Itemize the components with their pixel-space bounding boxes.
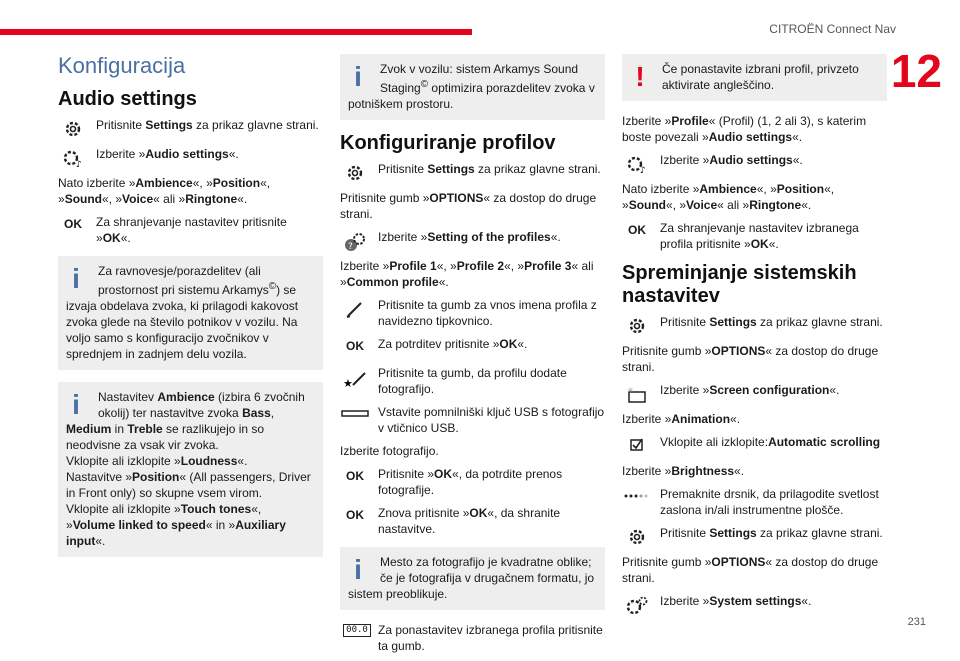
gear-music-icon bbox=[60, 148, 86, 170]
paragraph-select-profile: Izberite »Profile 1«, »Profile 2«, »Profile 3« ali »Common profile«. bbox=[340, 259, 594, 289]
gear-music-icon bbox=[624, 154, 650, 176]
step-automatic-scrolling: Vklopite ali izklopite:Automatic scrolling bbox=[622, 434, 887, 456]
paragraph-profile: Izberite »Profile« (Profil) (1, 2 ali 3), s katerim boste povezali »Audio settings«. bbox=[622, 114, 867, 144]
paragraph-brightness: Izberite »Brightness«. bbox=[622, 464, 745, 478]
red-header-bar bbox=[0, 29, 472, 35]
svg-text:♪: ♪ bbox=[640, 166, 646, 176]
step-profiles: ? Izberite »Setting of the profiles«. bbox=[340, 229, 605, 251]
step-confirm: OK Za potrditev pritisnite »OK«. bbox=[340, 336, 605, 358]
info-icon: i bbox=[354, 61, 362, 92]
step-brightness-slider: Premaknite drsnik, da prilagodite svetlost zaslona in/ali instrumentne plošče. bbox=[622, 486, 887, 518]
profiles-heading: Konfiguriranje profilov bbox=[340, 132, 556, 154]
ok-icon: OK bbox=[346, 469, 364, 483]
gear-icon bbox=[60, 119, 86, 141]
column-3 bbox=[622, 52, 887, 622]
paragraph-select-photo: Izberite fotografijo. bbox=[340, 444, 439, 458]
step-press-settings: Pritisnite Settings za prikaz glavne strani. bbox=[58, 117, 323, 139]
paragraph-options: Pritisnite gumb »OPTIONS« za dostop do druge strani. bbox=[622, 344, 879, 374]
system-settings-heading: Spreminjanje sistemskih nastavitev bbox=[622, 262, 857, 307]
column-1 bbox=[58, 52, 323, 569]
ok-icon: OK bbox=[346, 508, 364, 522]
paragraph-ambience: Nato izberite »Ambience«, »Position«, »Sound«, »Voice« ali »Ringtone«. bbox=[622, 182, 835, 212]
svg-text:✳: ✳ bbox=[627, 386, 634, 395]
info-note-balance: i Za ravnovesje/porazdelitev (ali prostornost pri sistemu Arkamys©) se izvaja obdelava zvoka, ki prilagodi kakovost zvoka glede na število potnikov v vozilu. Na voljo samo s konfiguracijo zvočnikov v sprednjem in zadnjem delu vozila. bbox=[58, 256, 323, 370]
paragraph-options: Pritisnite gumb »OPTIONS« za dostop do druge strani. bbox=[622, 555, 879, 585]
column-2 bbox=[340, 52, 605, 661]
info-icon: i bbox=[72, 263, 80, 294]
step-add-photo: ★ Pritisnite ta gumb, da profilu dodate fotografijo. bbox=[343, 366, 567, 396]
step-system-settings: Izberite »System settings«. bbox=[622, 593, 887, 615]
info-note-ambience: i Nastavitev Ambience (izbira 6 zvočnih okolij) ter nastavitve zvoka Bass, Medium in Treble se razlikujejo in so neodvisne za vsak vir zvoka. Vklopite ali izklopite »Loudness«. Nastavitve »Position« (All passengers, Driver in Front only) so skupne vsem virom. Vklopite ali izklopite »Touch tones«, »Volume linked to speed« in »Auxiliary input«. bbox=[58, 382, 323, 557]
checkbox-icon bbox=[624, 436, 650, 458]
step-press-settings: Pritisnite Settings za prikaz glavne strani. bbox=[340, 161, 605, 183]
step-press-settings: Pritisnite Settings za prikaz glavne strani. bbox=[622, 525, 887, 547]
ok-icon: OK bbox=[628, 223, 646, 237]
svg-text:★: ★ bbox=[343, 377, 353, 390]
info-note-arkamys: i Zvok v vozilu: sistem Arkamys Sound Staging© optimizira porazdelitev zvoka v potniškem prostoru. bbox=[340, 54, 605, 120]
step-select-audio: ♪ Izberite »Audio settings«. bbox=[58, 146, 323, 168]
paragraph-ambience: Nato izberite »Ambience«, »Position«, »Sound«, »Voice« ali »Ringtone«. bbox=[58, 176, 271, 206]
pencil-icon bbox=[342, 299, 368, 321]
step-edit-name: Pritisnite ta gumb za vnos imena profila z navidezno tipkovnico. bbox=[340, 297, 605, 329]
slider-dots-icon bbox=[624, 488, 650, 510]
info-icon: i bbox=[72, 389, 80, 420]
info-note-photo: i Mesto za fotografijo je kvadratne oblike; če je fotografija v drugačnem formatu, jo sistem preoblikuje. bbox=[340, 547, 605, 610]
svg-text:?: ? bbox=[348, 242, 353, 252]
step-confirm-photo: OK Pritisnite »OK«, da potrdite prenos fotografije. bbox=[340, 466, 605, 498]
reset-icon: 00.0 bbox=[342, 624, 372, 646]
header-title: CITROËN Connect Nav bbox=[769, 22, 896, 36]
ok-icon: OK bbox=[64, 217, 82, 231]
step-screen-configuration: ✳ Izberite »Screen configuration«. bbox=[622, 382, 887, 404]
gear-double-icon bbox=[624, 595, 650, 617]
gear-icon bbox=[624, 316, 650, 338]
svg-text:♪: ♪ bbox=[76, 160, 82, 170]
usb-icon bbox=[342, 406, 368, 428]
step-press-settings: Pritisnite Settings za prikaz glavne strani. bbox=[622, 314, 887, 336]
gear-icon bbox=[342, 163, 368, 185]
gear-icon bbox=[624, 527, 650, 549]
screen-sun-icon bbox=[624, 384, 650, 406]
step-select-audio: ♪ Izberite »Audio settings«. bbox=[622, 152, 887, 174]
star-pencil-icon bbox=[342, 367, 368, 389]
paragraph-options: Pritisnite gumb »OPTIONS« za dostop do druge strani. bbox=[340, 191, 597, 221]
warning-note-reset: ! Če ponastavite izbrani profil, privzeto aktivirate angleščino. bbox=[622, 54, 887, 101]
chapter-number: 12 bbox=[890, 45, 942, 97]
section-title: Konfiguracija bbox=[58, 53, 186, 78]
step-save-settings: OK Znova pritisnite »OK«, da shranite nastavitve. bbox=[340, 505, 605, 537]
step-reset-profile: 00.0 Za ponastavitev izbranega profila pritisnite ta gumb. bbox=[340, 622, 605, 654]
page-number: 231 bbox=[907, 616, 926, 628]
paragraph-animation: Izberite »Animation«. bbox=[622, 412, 741, 426]
info-icon: i bbox=[354, 554, 362, 585]
ok-icon: OK bbox=[346, 339, 364, 353]
warning-icon: ! bbox=[635, 61, 645, 92]
audio-settings-heading: Audio settings bbox=[58, 88, 197, 110]
step-save-profile: OK Za shranjevanje nastavitev izbranega profila pritisnite »OK«. bbox=[622, 220, 887, 252]
profile-settings-icon bbox=[342, 231, 368, 253]
step-save: OK Za shranjevanje nastavitev pritisnite »OK«. bbox=[58, 214, 323, 246]
step-insert-usb: Vstavite pomnilniški ključ USB s fotografijo v vtičnico USB. bbox=[340, 404, 605, 436]
